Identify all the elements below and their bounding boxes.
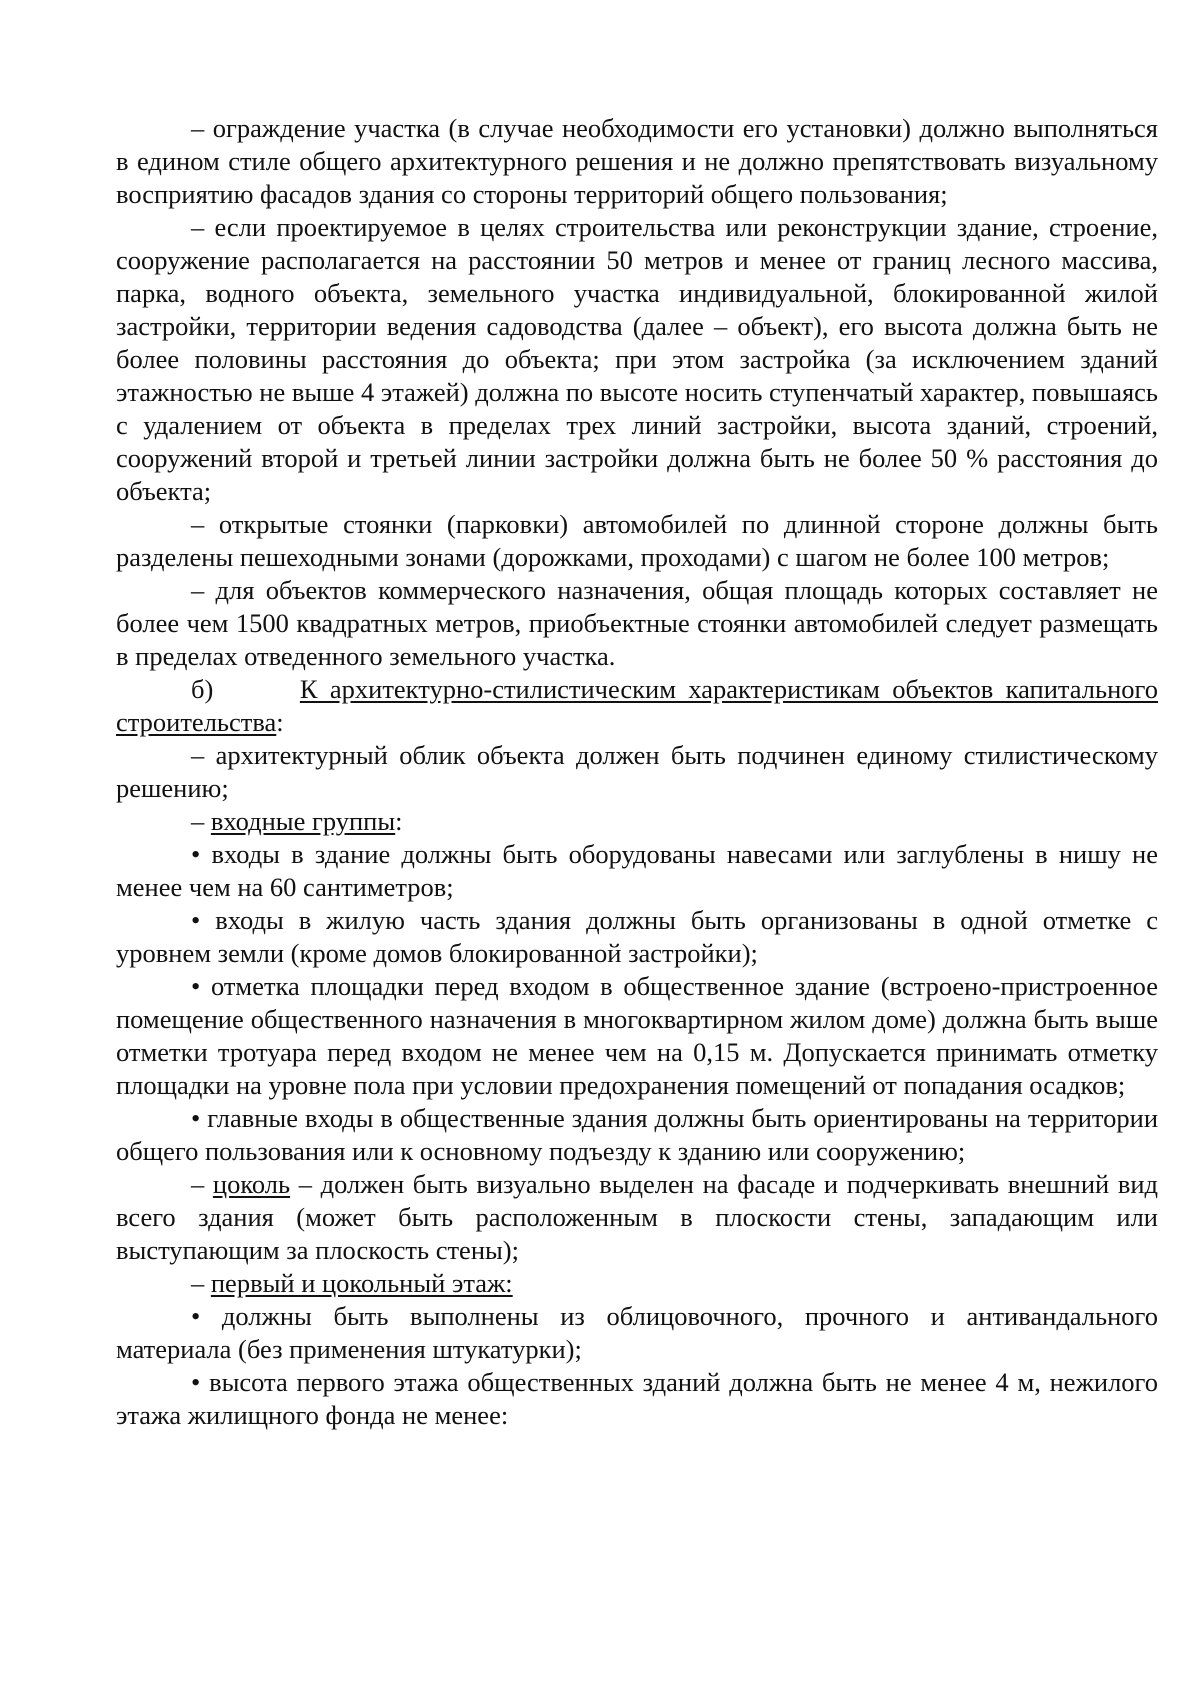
plinth-paragraph xyxy=(116,1168,1158,1267)
first-floor-heading xyxy=(116,1267,1158,1300)
floor-bullet-height: • высота первого этажа общественных зданий должна быть не менее 4 м, нежилого этажа жилищного фонда не менее: xyxy=(116,1367,1158,1430)
first-floor-label: первый и цокольный этаж: xyxy=(210,1268,513,1298)
entry-groups-dash: – xyxy=(191,806,211,836)
plinth-label: цоколь xyxy=(212,1169,291,1199)
section-b-number: б) xyxy=(191,674,214,704)
plinth-text: – должен быть визуально выделен на фасаде и подчеркивать внешний вид всего здания (может быть расположенным в плоскости стены, западающим или выступающим за плоскость стены); xyxy=(116,1169,1159,1265)
entry-groups-colon: : xyxy=(395,806,403,836)
section-b-colon: : xyxy=(276,707,284,737)
section-b-title: К архитектурно-стилистическим характеристикам объектов капитального строительства xyxy=(116,674,1158,737)
section-b-heading xyxy=(116,673,1158,739)
first-floor-dash: – xyxy=(191,1268,211,1298)
document-page xyxy=(116,112,1158,1432)
paragraph-fence: – ограждение участка (в случае необходимости его установки) должно выполняться в едином стиле общего архитектурного решения и не должно препятствовать визуальному восприятию фасадов здания со стороны территорий общего пользования; xyxy=(116,113,1158,209)
entry-bullet-main-entrances: • главные входы в общественные здания должны быть ориентированы на территории общего пользования или к основному подъезду к зданию или сооружению; xyxy=(116,1103,1158,1166)
entry-bullet-canopy: • входы в здание должны быть оборудованы навесами или заглублены в нишу не менее чем на 60 сантиметров; xyxy=(116,839,1158,902)
entry-bullet-platform: • отметка площадки перед входом в общественное здание (встроено-пристроенное помещение общественного назначения в многоквартирном жилом доме) должна быть выше отметки тротуара перед входом не менее чем на 0,15 м. Допускается принимать отметку площадки на уровне пола при условии предохранения помещений от попадания осадков; xyxy=(116,971,1158,1100)
paragraph-facade: – архитектурный облик объекта должен быть подчинен единому стилистическому решению; xyxy=(116,740,1158,803)
floor-bullet-cladding: • должны быть выполнены из облицовочного, прочного и антивандального материала (без применения штукатурки); xyxy=(116,1301,1158,1364)
plinth-dash: – xyxy=(191,1169,213,1199)
paragraph-parking-zones: – открытые стоянки (парковки) автомобилей по длинной стороне должны быть разделены пешеходными зонами (дорожками, проходами) с шагом не более 100 метров; xyxy=(116,509,1158,572)
entry-groups-label: входные группы xyxy=(210,806,396,836)
paragraph-commercial-parking: – для объектов коммерческого назначения, общая площадь которых составляет не более чем 1500 квадратных метров, приобъектные стоянки автомобилей следует размещать в пределах отведенного земельного участка. xyxy=(116,575,1158,671)
paragraph-height-limit: – если проектируемое в целях строительства или реконструкции здание, строение, сооружение располагается на расстоянии 50 метров и менее от границ лесного массива, парка, водного объекта, земельного участка индивидуальной, блокированной жилой застройки, территории ведения садоводства (далее – объект), его высота должна быть не более половины расстояния до объекта; при этом застройка (за исключением зданий этажностью не выше 4 этажей) должна по высоте носить ступенчатый характер, повышаясь с удалением от объекта в пределах трех линий застройки, высота зданий, строений, сооружений второй и третьей линии застройки должна быть не более 50 % расстояния до объекта; xyxy=(116,212,1159,506)
entry-groups-heading xyxy=(116,805,1158,838)
entry-bullet-ground-level: • входы в жилую часть здания должны быть организованы в одной отметке с уровнем земли (кроме домов блокированной застройки); xyxy=(116,905,1158,968)
